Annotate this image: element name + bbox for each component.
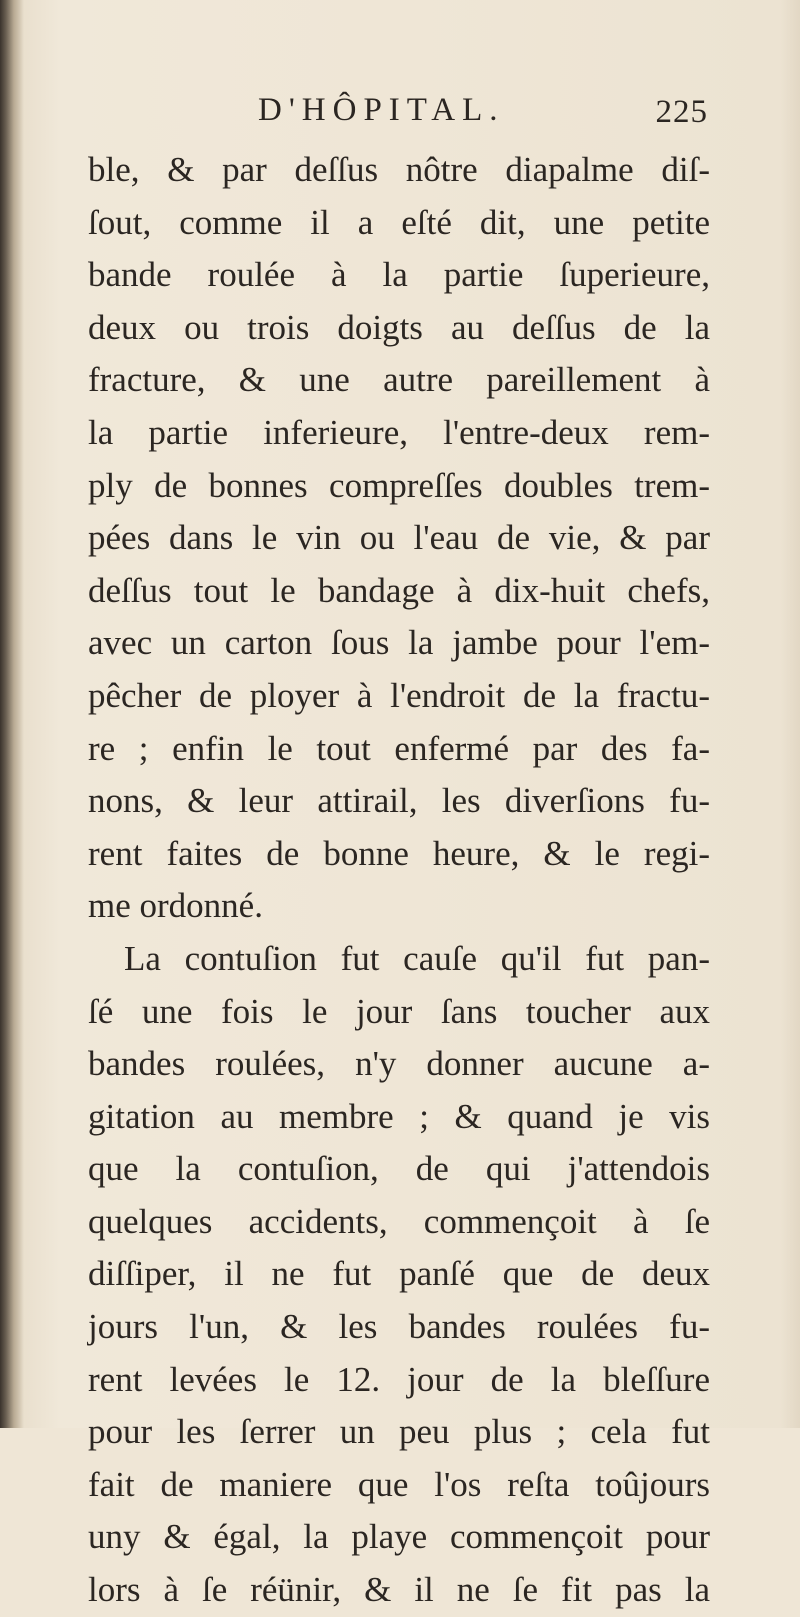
- text-line: pour les ſerrer un peu plus ; cela fut: [88, 1412, 710, 1452]
- text-line: ſout, comme il a eſté dit, une petite: [88, 202, 710, 242]
- page-header: [258, 92, 708, 142]
- text-line: jours l'un, & les bandes roulées fu-: [88, 1307, 710, 1347]
- body-text: [88, 144, 710, 1617]
- text-line: bandes roulées, n'y donner aucune a-: [88, 1044, 710, 1084]
- text-line: avec un carton ſous la jambe pour l'em-: [88, 623, 710, 663]
- text-line: uny & égal, la playe commençoit pour: [88, 1517, 710, 1557]
- text-line: deux ou trois doigts au deſſus de la: [88, 307, 710, 347]
- text-line: bande roulée à la partie ſuperieure,: [88, 255, 710, 295]
- text-line: fait de maniere que l'os reſta toûjours: [88, 1464, 710, 1504]
- text-line: fracture, & une autre pareillement à: [88, 360, 710, 400]
- text-line: nons, & leur attirail, les diverſions fu-: [88, 781, 710, 821]
- text-line: me ordonné.: [88, 886, 263, 926]
- text-line: que la contuſion, de qui j'attendois: [88, 1149, 710, 1189]
- text-line: pées dans le vin ou l'eau de vie, & par: [88, 518, 710, 558]
- text-line: deſſus tout le bandage à dix-huit chefs,: [88, 570, 710, 610]
- page-binding-edge: [0, 0, 24, 1428]
- text-line: rent faites de bonne heure, & le regi-: [88, 833, 710, 873]
- text-line: ble, & par deſſus nôtre diapalme diſ-: [88, 150, 710, 189]
- text-line: re ; enfin le tout enfermé par des fa-: [88, 728, 710, 768]
- text-line: rent levées le 12. jour de la bleſſure: [88, 1359, 710, 1399]
- running-head: D'HÔPITAL.: [258, 92, 505, 128]
- text-line: la partie inferieure, l'entre-deux rem-: [88, 412, 710, 452]
- text-line: pêcher de ployer à l'endroit de la fractu-: [88, 675, 710, 715]
- page-number: 225: [655, 94, 708, 130]
- text-line: diſſiper, il ne fut panſé que de deux: [88, 1254, 710, 1294]
- text-line: ſé une fois le jour ſans toucher aux: [88, 991, 710, 1031]
- text-line: lors à ſe réünir, & il ne ſe fit pas la: [88, 1570, 710, 1610]
- text-line: La contuſion fut cauſe qu'il fut pan-: [124, 938, 710, 978]
- text-line: ply de bonnes compreſſes doubles trem-: [88, 465, 710, 505]
- text-line: quelques accidents, commençoit à ſe: [88, 1201, 710, 1241]
- text-line: gitation au membre ; & quand je vis: [88, 1096, 710, 1136]
